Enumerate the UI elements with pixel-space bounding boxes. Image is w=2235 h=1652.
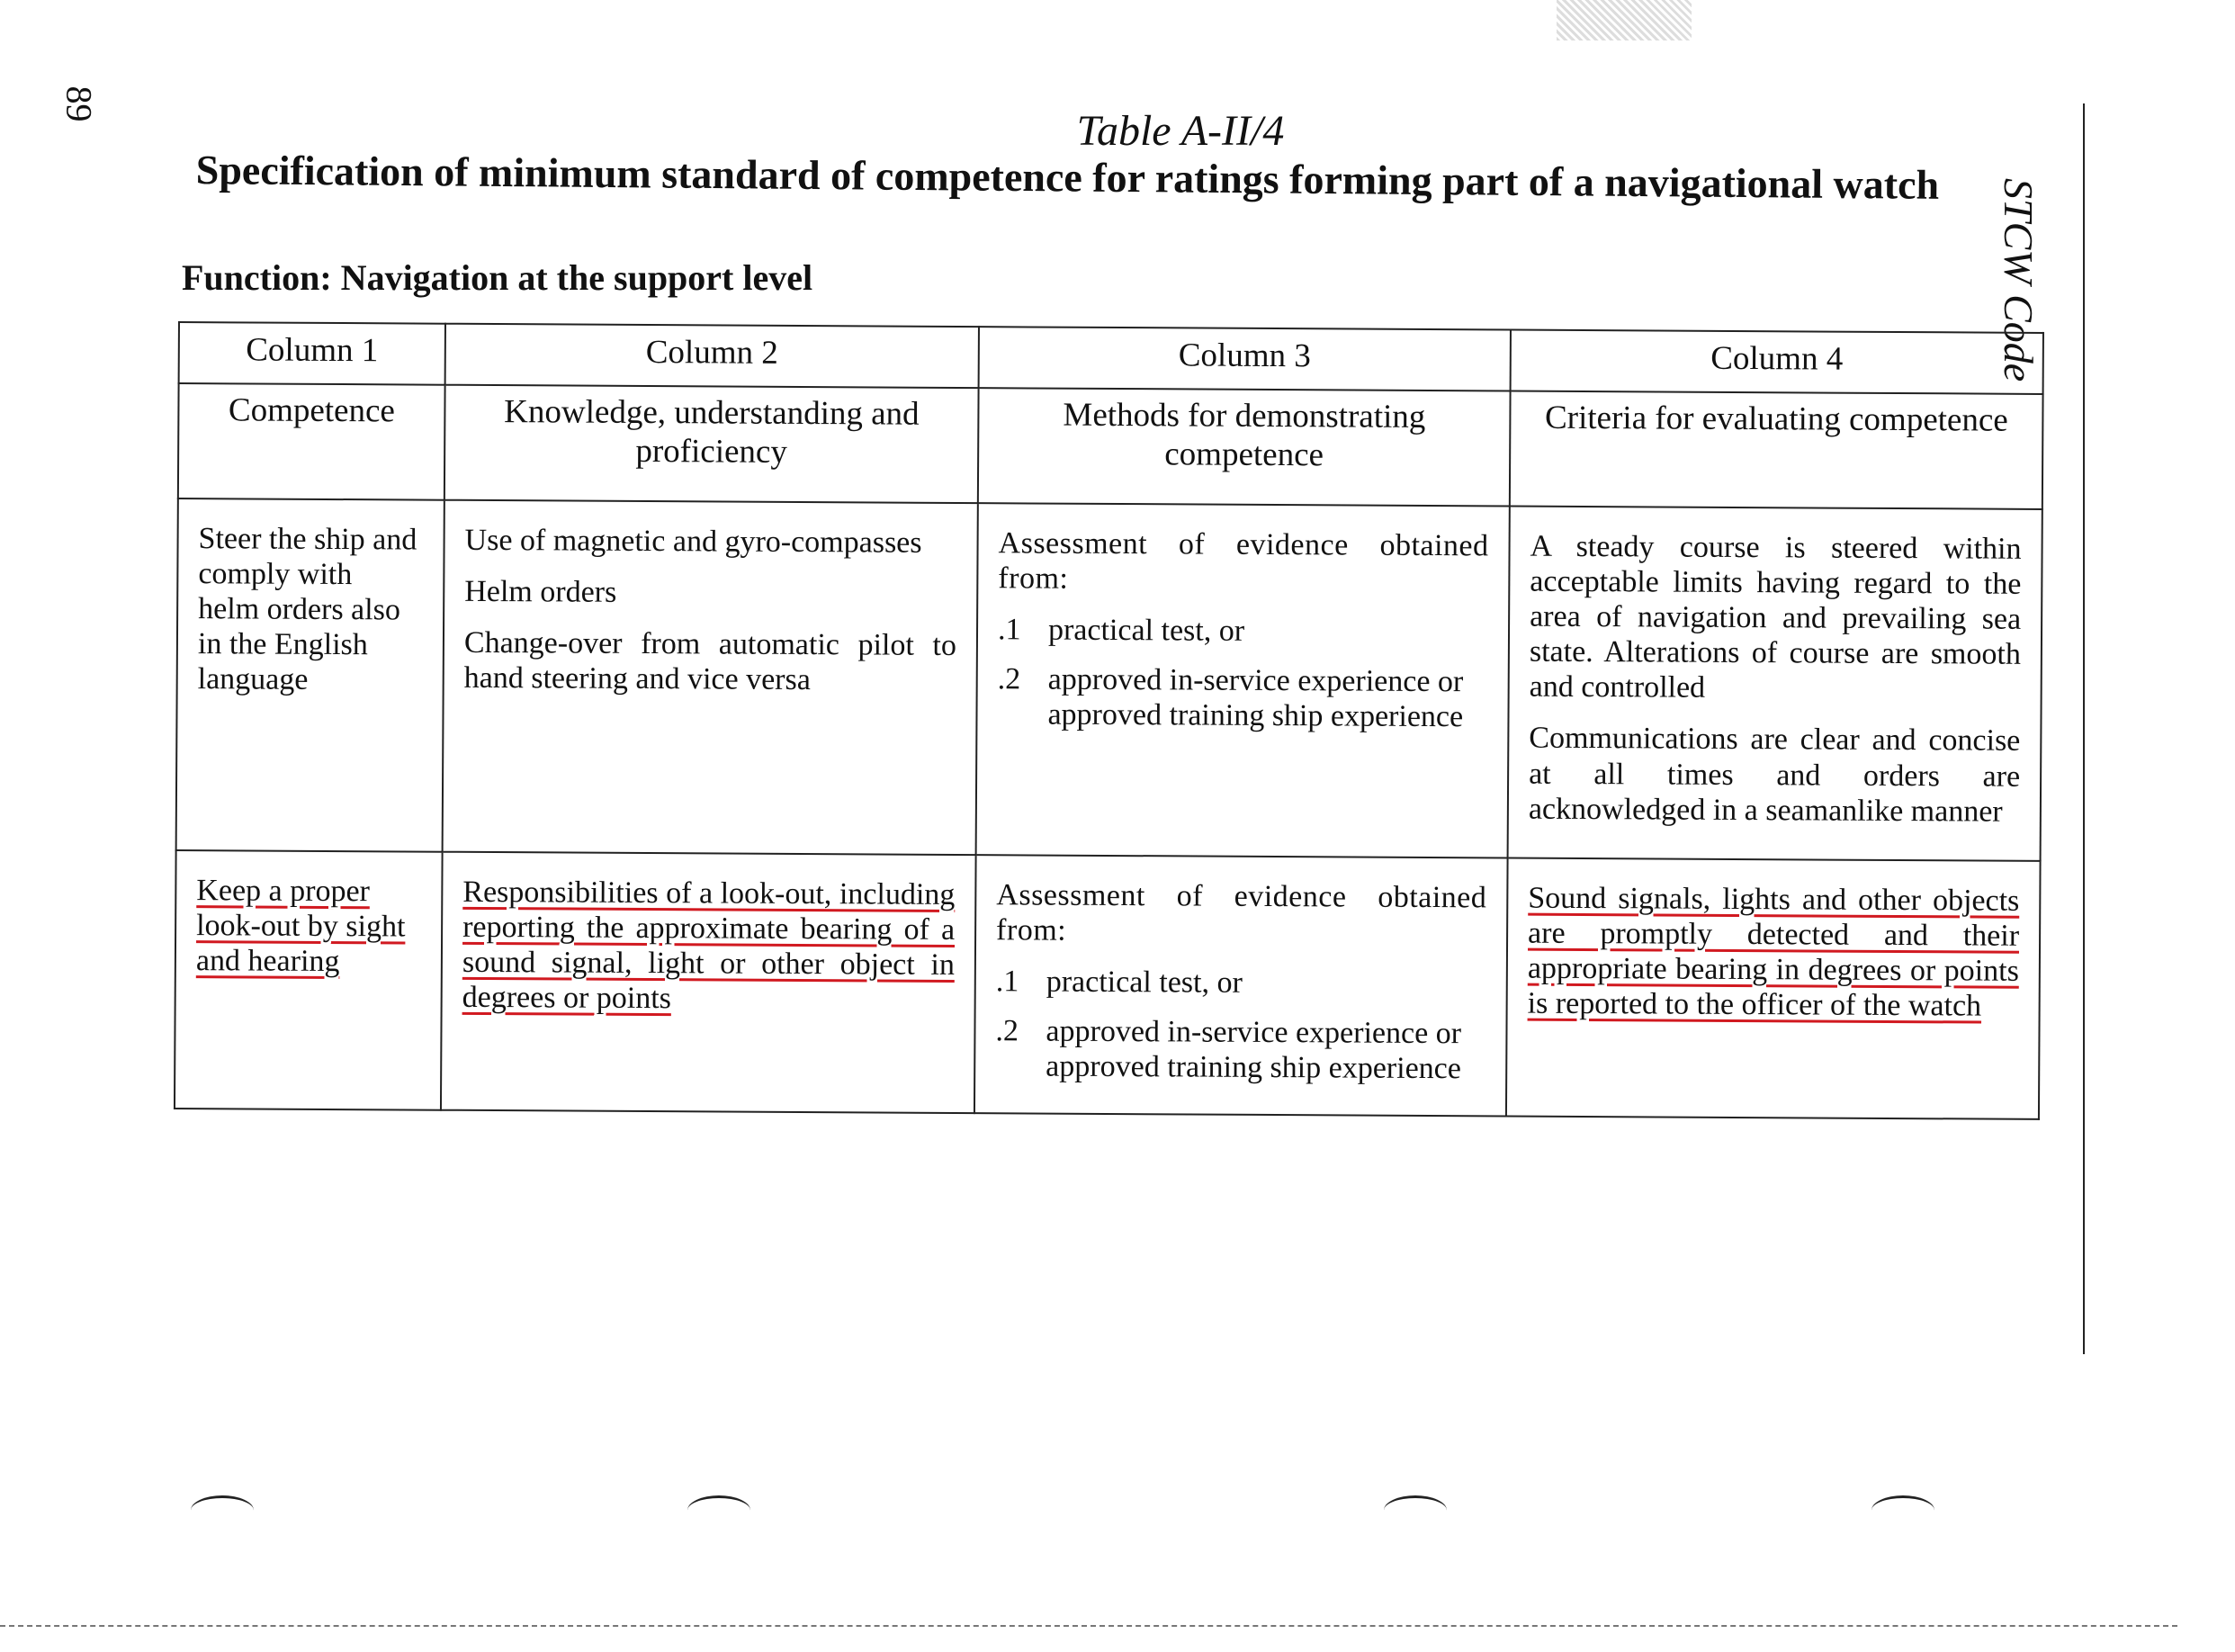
binding-hole-mark: [1384, 1495, 1447, 1525]
competence-text: Steer the ship and comply with helm orders also in the English language: [197, 522, 417, 697]
methods-cell: [976, 503, 1510, 857]
method-number: .2: [997, 662, 1021, 696]
competence-cell: [175, 850, 443, 1110]
knowledge-cell: [441, 851, 976, 1113]
method-item: [995, 1013, 1486, 1086]
knowledge-item: Use of magnetic and gyro-compasses: [464, 523, 922, 560]
competence-table: [174, 321, 2044, 1120]
method-number: .1: [997, 613, 1021, 647]
criteria-item-underlined: Sound signals, lights and other objects are promptly detected and their appropriate bearing in degrees or points is reported to the officer of the watch: [1527, 881, 2020, 1023]
table-label: Table A-II/4: [1076, 107, 1285, 155]
binding-hole-mark: [687, 1495, 750, 1525]
criteria-item: A steady course is steered within acceptable limits having regard to the area of navigation and prevailing sea state. Alterations of course are smooth and controlled: [1529, 529, 2022, 705]
method-text: practical test, or: [1047, 613, 1245, 649]
binding-hole-mark: [1871, 1495, 1934, 1525]
column-header-criteria: Criteria for evaluating competence: [1510, 391, 2043, 509]
scan-bottom-edge: [0, 1625, 2177, 1627]
column-number: Column 4: [1511, 330, 2043, 394]
criteria-item: Communications are clear and concise at all times and orders are acknowledged in a seamanlike manner: [1528, 722, 2021, 829]
criteria-cell: [1508, 507, 2042, 861]
methods-cell: [974, 855, 1508, 1117]
method-item: [997, 662, 1487, 735]
method-item: [996, 964, 1486, 1001]
binding-hole-mark: [191, 1495, 254, 1525]
criteria-cell: [1506, 857, 2041, 1119]
method-item: [998, 612, 1488, 650]
scan-artifact: [1557, 0, 1692, 40]
knowledge-item: Helm orders: [464, 574, 617, 609]
column-number: Column 2: [445, 324, 979, 388]
table-row: [176, 498, 2042, 861]
method-text: approved in-service experience or approved training ship experience: [1047, 662, 1464, 734]
knowledge-cell: [443, 500, 978, 855]
column-number: Column 1: [179, 322, 445, 385]
knowledge-item: Change-over from automatic pilot to hand steering and vice versa: [463, 626, 957, 697]
method-text: practical test, or: [1046, 965, 1243, 1000]
document-title: Specification of minimum standard of competence for ratings forming part of a navigational watch: [195, 146, 1940, 208]
method-text: approved in-service experience or approved training ship experience: [1046, 1014, 1462, 1086]
knowledge-item-underlined: Responsibilities of a look-out, including reporting the approximate bearing of a sound signal, light or other object in degrees or points: [462, 875, 956, 1016]
column-header-competence: Competence: [178, 383, 445, 500]
competence-cell: [176, 498, 444, 851]
column-header-methods: Methods for demonstrating competence: [978, 388, 1511, 506]
column-header-row: [178, 383, 2043, 509]
methods-intro: Assessment of evidence obtained from:: [996, 877, 1487, 947]
column-header-knowledge: Knowledge, understanding and proficiency: [444, 385, 979, 503]
method-number: .1: [995, 965, 1019, 999]
side-running-header: STCW Code: [1996, 178, 2042, 382]
column-number: Column 3: [979, 327, 1511, 391]
methods-intro: Assessment of evidence obtained from:: [998, 526, 1489, 596]
method-number: .2: [995, 1014, 1019, 1048]
competence-text-underlined: Keep a proper look-out by sight and hearing: [195, 873, 406, 978]
side-rule: [2083, 103, 2085, 1354]
page-number: 89: [58, 85, 100, 122]
table-row: [175, 850, 2041, 1119]
column-number-row: [179, 322, 2043, 394]
function-label: Function: Navigation at the support level: [182, 257, 813, 298]
